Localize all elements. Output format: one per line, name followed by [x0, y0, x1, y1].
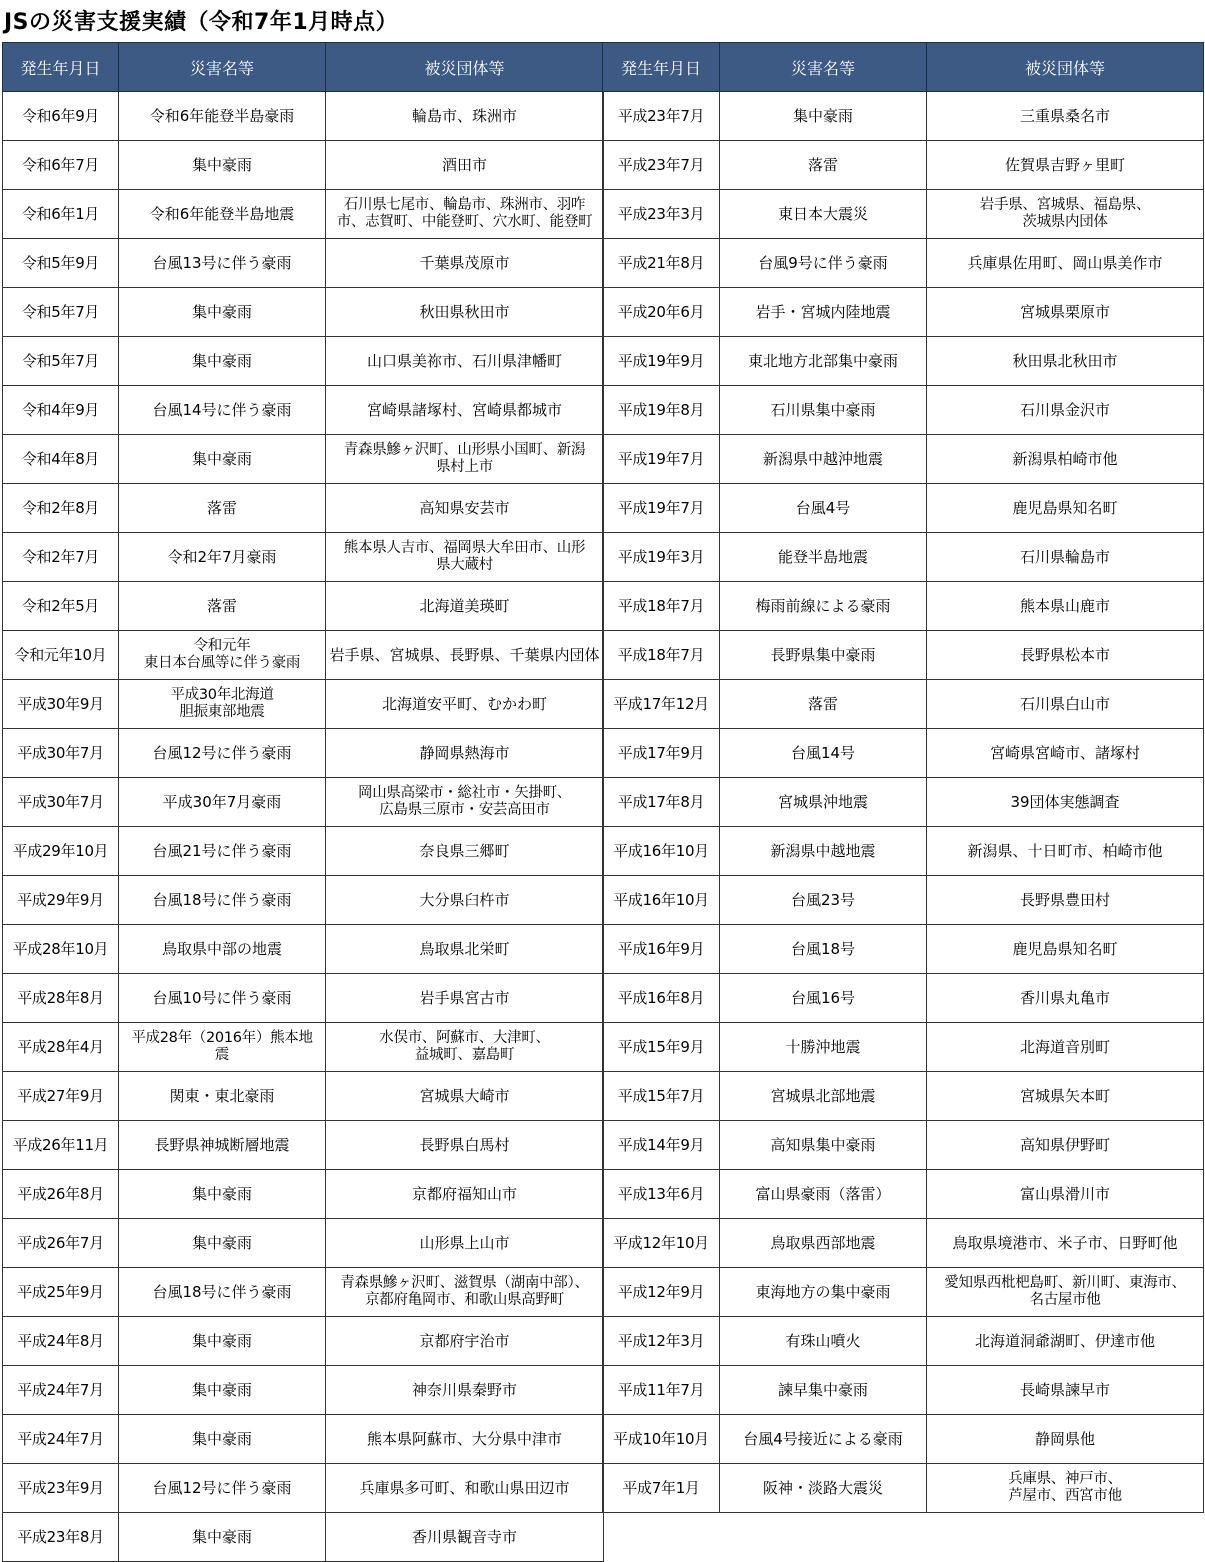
table-row	[603, 680, 1204, 729]
date-cell: 平成26年8月	[3, 1170, 119, 1219]
right-table-body	[603, 92, 1204, 1513]
table-row	[603, 141, 1204, 190]
table-row	[3, 484, 604, 533]
affected-entities-cell: 宮城県栗原市	[927, 288, 1204, 337]
affected-entities-cell: 長野県豊田村	[927, 876, 1204, 925]
disaster-name-cell: 新潟県中越地震	[720, 827, 927, 876]
affected-entities-cell: 岡山県高梁市・総社市・矢掛町、 広島県三原市・安芸高田市	[326, 778, 604, 827]
right-header-row	[603, 43, 1204, 92]
date-cell: 令和5年7月	[3, 288, 119, 337]
disaster-name-cell: 台風4号接近による豪雨	[720, 1415, 927, 1464]
date-cell: 平成17年12月	[603, 680, 720, 729]
table-row	[603, 974, 1204, 1023]
disaster-name-cell: 集中豪雨	[119, 435, 326, 484]
affected-entities-cell: 鹿児島県知名町	[927, 484, 1204, 533]
date-cell: 平成23年7月	[603, 92, 720, 141]
date-cell: 平成30年7月	[3, 778, 119, 827]
table-row	[603, 925, 1204, 974]
date-cell: 平成13年6月	[603, 1170, 720, 1219]
table-row	[3, 1317, 604, 1366]
table-row	[3, 533, 604, 582]
affected-entities-cell: 岩手県宮古市	[326, 974, 604, 1023]
date-cell: 平成29年10月	[3, 827, 119, 876]
disaster-name-cell: 落雷	[720, 141, 927, 190]
disaster-name-cell: 集中豪雨	[119, 288, 326, 337]
date-cell: 平成16年10月	[603, 827, 720, 876]
disaster-name-cell: 令和元年 東日本台風等に伴う豪雨	[119, 631, 326, 680]
affected-entities-cell: 新潟県柏崎市他	[927, 435, 1204, 484]
date-cell: 平成18年7月	[603, 582, 720, 631]
date-cell: 平成17年8月	[603, 778, 720, 827]
date-cell: 令和5年9月	[3, 239, 119, 288]
disaster-name-cell: 台風18号	[720, 925, 927, 974]
disaster-name-cell: 平成28年（2016年）熊本地 震	[119, 1023, 326, 1072]
table-row	[3, 1072, 604, 1121]
disaster-name-cell: 岩手・宮城内陸地震	[720, 288, 927, 337]
affected-entities-cell: 宮崎県宮崎市、諸塚村	[927, 729, 1204, 778]
date-cell: 平成12年10月	[603, 1219, 720, 1268]
affected-entities-cell: 酒田市	[326, 141, 604, 190]
affected-entities-cell: 兵庫県、神戸市、 芦屋市、西宮市他	[927, 1464, 1204, 1513]
date-cell: 平成26年11月	[3, 1121, 119, 1170]
date-cell: 平成30年7月	[3, 729, 119, 778]
disaster-name-cell: 台風23号	[720, 876, 927, 925]
affected-entities-cell: 高知県伊野町	[927, 1121, 1204, 1170]
date-cell: 平成12年3月	[603, 1317, 720, 1366]
disaster-name-cell: 台風10号に伴う豪雨	[119, 974, 326, 1023]
disaster-name-cell: 長野県神城断層地震	[119, 1121, 326, 1170]
date-cell: 平成23年8月	[3, 1513, 119, 1562]
date-cell: 平成19年9月	[603, 337, 720, 386]
affected-entities-cell: 兵庫県多可町、和歌山県田辺市	[326, 1464, 604, 1513]
date-cell: 平成28年4月	[3, 1023, 119, 1072]
date-cell: 令和4年9月	[3, 386, 119, 435]
affected-entities-cell: 宮城県矢本町	[927, 1072, 1204, 1121]
header-affected: 被災団体等	[326, 43, 604, 92]
affected-entities-cell: 青森県鰺ヶ沢町、滋賀県（湖南中部）、 京都府亀岡市、和歌山県高野町	[326, 1268, 604, 1317]
affected-entities-cell: 鹿児島県知名町	[927, 925, 1204, 974]
date-cell: 平成30年9月	[3, 680, 119, 729]
page-title: JSの災害支援実績（令和7年1月時点）	[4, 10, 399, 35]
date-cell: 令和2年5月	[3, 582, 119, 631]
disaster-name-cell: 梅雨前線による豪雨	[720, 582, 927, 631]
date-cell: 平成18年7月	[603, 631, 720, 680]
date-cell: 平成19年7月	[603, 484, 720, 533]
disaster-name-cell: 令和6年能登半島豪雨	[119, 92, 326, 141]
table-row	[603, 484, 1204, 533]
affected-entities-cell: 長崎県諫早市	[927, 1366, 1204, 1415]
affected-entities-cell: 青森県鰺ヶ沢町、山形県小国町、新潟 県村上市	[326, 435, 604, 484]
table-row	[3, 582, 604, 631]
disaster-name-cell: 台風14号	[720, 729, 927, 778]
table-row	[3, 876, 604, 925]
disaster-name-cell: 台風13号に伴う豪雨	[119, 239, 326, 288]
table-row	[603, 1415, 1204, 1464]
date-cell: 平成19年7月	[603, 435, 720, 484]
table-row	[603, 386, 1204, 435]
disaster-name-cell: 東日本大震災	[720, 190, 927, 239]
affected-entities-cell: 千葉県茂原市	[326, 239, 604, 288]
table-row	[603, 1170, 1204, 1219]
date-cell: 平成16年10月	[603, 876, 720, 925]
date-cell: 平成12年9月	[603, 1268, 720, 1317]
disaster-name-cell: 新潟県中越沖地震	[720, 435, 927, 484]
disaster-name-cell: 能登半島地震	[720, 533, 927, 582]
date-cell: 令和2年7月	[3, 533, 119, 582]
affected-entities-cell: 北海道音別町	[927, 1023, 1204, 1072]
affected-entities-cell: 富山県滑川市	[927, 1170, 1204, 1219]
date-cell: 平成28年8月	[3, 974, 119, 1023]
disaster-name-cell: 東海地方の集中豪雨	[720, 1268, 927, 1317]
table-row	[3, 141, 604, 190]
affected-entities-cell: 鳥取県境港市、米子市、日野町他	[927, 1219, 1204, 1268]
disaster-name-cell: 台風9号に伴う豪雨	[720, 239, 927, 288]
disaster-name-cell: 集中豪雨	[119, 1170, 326, 1219]
disaster-name-cell: 集中豪雨	[119, 1317, 326, 1366]
date-cell: 令和4年8月	[3, 435, 119, 484]
table-row	[603, 582, 1204, 631]
table-row	[3, 778, 604, 827]
date-cell: 平成23年3月	[603, 190, 720, 239]
date-cell: 平成26年7月	[3, 1219, 119, 1268]
affected-entities-cell: 大分県臼杵市	[326, 876, 604, 925]
table-row	[3, 1170, 604, 1219]
affected-entities-cell: 京都府宇治市	[326, 1317, 604, 1366]
affected-entities-cell: 宮城県大崎市	[326, 1072, 604, 1121]
disaster-name-cell: 台風12号に伴う豪雨	[119, 1464, 326, 1513]
date-cell: 平成19年8月	[603, 386, 720, 435]
affected-entities-cell: 石川県金沢市	[927, 386, 1204, 435]
table-row	[3, 925, 604, 974]
date-cell: 平成7年1月	[603, 1464, 720, 1513]
table-row	[603, 92, 1204, 141]
disaster-name-cell: 長野県集中豪雨	[720, 631, 927, 680]
disaster-name-cell: 台風16号	[720, 974, 927, 1023]
affected-entities-cell: 秋田県秋田市	[326, 288, 604, 337]
disaster-name-cell: 阪神・淡路大震災	[720, 1464, 927, 1513]
disaster-name-cell: 有珠山噴火	[720, 1317, 927, 1366]
date-cell: 平成10年10月	[603, 1415, 720, 1464]
table-row	[3, 1513, 604, 1562]
table-row	[3, 974, 604, 1023]
disaster-name-cell: 石川県集中豪雨	[720, 386, 927, 435]
header-disaster: 災害名等	[720, 43, 927, 92]
table-row	[3, 288, 604, 337]
date-cell: 平成21年8月	[603, 239, 720, 288]
disaster-name-cell: 落雷	[720, 680, 927, 729]
affected-entities-cell: 熊本県人吉市、福岡県大牟田市、山形 県大蔵村	[326, 533, 604, 582]
table-row	[3, 1464, 604, 1513]
affected-entities-cell: 兵庫県佐用町、岡山県美作市	[927, 239, 1204, 288]
table-row	[3, 827, 604, 876]
table-row	[603, 827, 1204, 876]
affected-entities-cell: 石川県七尾市、輪島市、珠洲市、羽咋 市、志賀町、中能登町、穴水町、能登町	[326, 190, 604, 239]
disaster-name-cell: 台風12号に伴う豪雨	[119, 729, 326, 778]
date-cell: 令和2年8月	[3, 484, 119, 533]
disaster-name-cell: 関東・東北豪雨	[119, 1072, 326, 1121]
table-row	[603, 1121, 1204, 1170]
table-row	[3, 435, 604, 484]
affected-entities-cell: 香川県観音寺市	[326, 1513, 604, 1562]
table-row	[603, 239, 1204, 288]
date-cell: 平成23年7月	[603, 141, 720, 190]
date-cell: 平成29年9月	[3, 876, 119, 925]
disaster-name-cell: 令和2年7月豪雨	[119, 533, 326, 582]
disaster-name-cell: 高知県集中豪雨	[720, 1121, 927, 1170]
date-cell: 令和6年1月	[3, 190, 119, 239]
affected-entities-cell: 岩手県、宮城県、長野県、千葉県内団体	[326, 631, 604, 680]
disaster-name-cell: 集中豪雨	[119, 141, 326, 190]
date-cell: 平成19年3月	[603, 533, 720, 582]
table-row	[603, 778, 1204, 827]
table-row	[3, 337, 604, 386]
table-row	[3, 1415, 604, 1464]
disaster-name-cell: 平成30年北海道 胆振東部地震	[119, 680, 326, 729]
disaster-name-cell: 集中豪雨	[119, 337, 326, 386]
table-row	[603, 533, 1204, 582]
affected-entities-cell: 秋田県北秋田市	[927, 337, 1204, 386]
affected-entities-cell: 熊本県山鹿市	[927, 582, 1204, 631]
table-row	[603, 190, 1204, 239]
disaster-name-cell: 諫早集中豪雨	[720, 1366, 927, 1415]
table-row	[603, 631, 1204, 680]
disaster-name-cell: 集中豪雨	[119, 1415, 326, 1464]
date-cell: 平成25年9月	[3, 1268, 119, 1317]
date-cell: 平成23年9月	[3, 1464, 119, 1513]
header-affected: 被災団体等	[927, 43, 1204, 92]
date-cell: 平成24年7月	[3, 1366, 119, 1415]
header-date: 発生年月日	[603, 43, 720, 92]
table-row	[603, 729, 1204, 778]
disaster-name-cell: 集中豪雨	[119, 1513, 326, 1562]
date-cell: 平成11年7月	[603, 1366, 720, 1415]
date-cell: 平成27年9月	[3, 1072, 119, 1121]
affected-entities-cell: 愛知県西枇杷島町、新川町、東海市、 名古屋市他	[927, 1268, 1204, 1317]
affected-entities-cell: 岩手県、宮城県、福島県、 茨城県内団体	[927, 190, 1204, 239]
disaster-name-cell: 十勝沖地震	[720, 1023, 927, 1072]
affected-entities-cell: 水俣市、阿蘇市、大津町、 益城町、嘉島町	[326, 1023, 604, 1072]
date-cell: 平成15年9月	[603, 1023, 720, 1072]
affected-entities-cell: 北海道美瑛町	[326, 582, 604, 631]
table-row	[603, 288, 1204, 337]
table-row	[603, 337, 1204, 386]
affected-entities-cell: 佐賀県吉野ヶ里町	[927, 141, 1204, 190]
left-table-body	[3, 92, 604, 1562]
left-header-row	[3, 43, 604, 92]
disaster-name-cell: 富山県豪雨（落雷）	[720, 1170, 927, 1219]
table-row	[603, 1219, 1204, 1268]
table-row	[3, 386, 604, 435]
date-cell: 令和元年10月	[3, 631, 119, 680]
table-row	[3, 1023, 604, 1072]
left-table	[2, 42, 604, 1562]
disaster-name-cell: 台風18号に伴う豪雨	[119, 1268, 326, 1317]
disaster-name-cell: 落雷	[119, 484, 326, 533]
table-row	[603, 435, 1204, 484]
affected-entities-cell: 39団体実態調査	[927, 778, 1204, 827]
date-cell: 平成14年9月	[603, 1121, 720, 1170]
affected-entities-cell: 長野県白馬村	[326, 1121, 604, 1170]
date-cell: 令和6年9月	[3, 92, 119, 141]
disaster-name-cell: 台風18号に伴う豪雨	[119, 876, 326, 925]
disaster-name-cell: 宮城県北部地震	[720, 1072, 927, 1121]
table-row	[603, 1317, 1204, 1366]
affected-entities-cell: 熊本県阿蘇市、大分県中津市	[326, 1415, 604, 1464]
table-row	[603, 1072, 1204, 1121]
disaster-name-cell: 落雷	[119, 582, 326, 631]
table-row	[603, 876, 1204, 925]
disaster-name-cell: 集中豪雨	[720, 92, 927, 141]
affected-entities-cell: 奈良県三郷町	[326, 827, 604, 876]
affected-entities-cell: 宮崎県諸塚村、宮崎県都城市	[326, 386, 604, 435]
affected-entities-cell: 鳥取県北栄町	[326, 925, 604, 974]
affected-entities-cell: 高知県安芸市	[326, 484, 604, 533]
date-cell: 令和5年7月	[3, 337, 119, 386]
disaster-name-cell: 台風4号	[720, 484, 927, 533]
date-cell: 平成24年8月	[3, 1317, 119, 1366]
date-cell: 令和6年7月	[3, 141, 119, 190]
date-cell: 平成17年9月	[603, 729, 720, 778]
header-disaster: 災害名等	[119, 43, 326, 92]
table-row	[603, 1464, 1204, 1513]
table-row	[3, 1268, 604, 1317]
table-row	[603, 1268, 1204, 1317]
table-row	[603, 1023, 1204, 1072]
affected-entities-cell: 石川県白山市	[927, 680, 1204, 729]
affected-entities-cell: 山形県上山市	[326, 1219, 604, 1268]
affected-entities-cell: 香川県丸亀市	[927, 974, 1204, 1023]
date-cell: 平成28年10月	[3, 925, 119, 974]
affected-entities-cell: 北海道洞爺湖町、伊達市他	[927, 1317, 1204, 1366]
disaster-name-cell: 東北地方北部集中豪雨	[720, 337, 927, 386]
affected-entities-cell: 京都府福知山市	[326, 1170, 604, 1219]
affected-entities-cell: 石川県輪島市	[927, 533, 1204, 582]
affected-entities-cell: 神奈川県秦野市	[326, 1366, 604, 1415]
table-row	[603, 1366, 1204, 1415]
date-cell: 平成16年8月	[603, 974, 720, 1023]
table-row	[3, 631, 604, 680]
date-cell: 平成20年6月	[603, 288, 720, 337]
table-row	[3, 1219, 604, 1268]
table-row	[3, 239, 604, 288]
disaster-name-cell: 宮城県沖地震	[720, 778, 927, 827]
affected-entities-cell: 長野県松本市	[927, 631, 1204, 680]
disaster-name-cell: 鳥取県西部地震	[720, 1219, 927, 1268]
disaster-name-cell: 集中豪雨	[119, 1219, 326, 1268]
affected-entities-cell: 静岡県熱海市	[326, 729, 604, 778]
table-row	[3, 1121, 604, 1170]
right-table	[602, 42, 1204, 1513]
table-row	[3, 729, 604, 778]
date-cell: 平成24年7月	[3, 1415, 119, 1464]
date-cell: 平成16年9月	[603, 925, 720, 974]
affected-entities-cell: 新潟県、十日町市、柏崎市他	[927, 827, 1204, 876]
disaster-name-cell: 令和6年能登半島地震	[119, 190, 326, 239]
table-row	[3, 680, 604, 729]
affected-entities-cell: 山口県美祢市、石川県津幡町	[326, 337, 604, 386]
date-cell: 平成15年7月	[603, 1072, 720, 1121]
header-date: 発生年月日	[3, 43, 119, 92]
disaster-name-cell: 台風14号に伴う豪雨	[119, 386, 326, 435]
table-row	[3, 1366, 604, 1415]
disaster-name-cell: 平成30年7月豪雨	[119, 778, 326, 827]
table-row	[3, 190, 604, 239]
affected-entities-cell: 静岡県他	[927, 1415, 1204, 1464]
disaster-name-cell: 集中豪雨	[119, 1366, 326, 1415]
affected-entities-cell: 三重県桑名市	[927, 92, 1204, 141]
affected-entities-cell: 北海道安平町、むかわ町	[326, 680, 604, 729]
disaster-name-cell: 鳥取県中部の地震	[119, 925, 326, 974]
table-row	[3, 92, 604, 141]
affected-entities-cell: 輪島市、珠洲市	[326, 92, 604, 141]
disaster-name-cell: 台風21号に伴う豪雨	[119, 827, 326, 876]
